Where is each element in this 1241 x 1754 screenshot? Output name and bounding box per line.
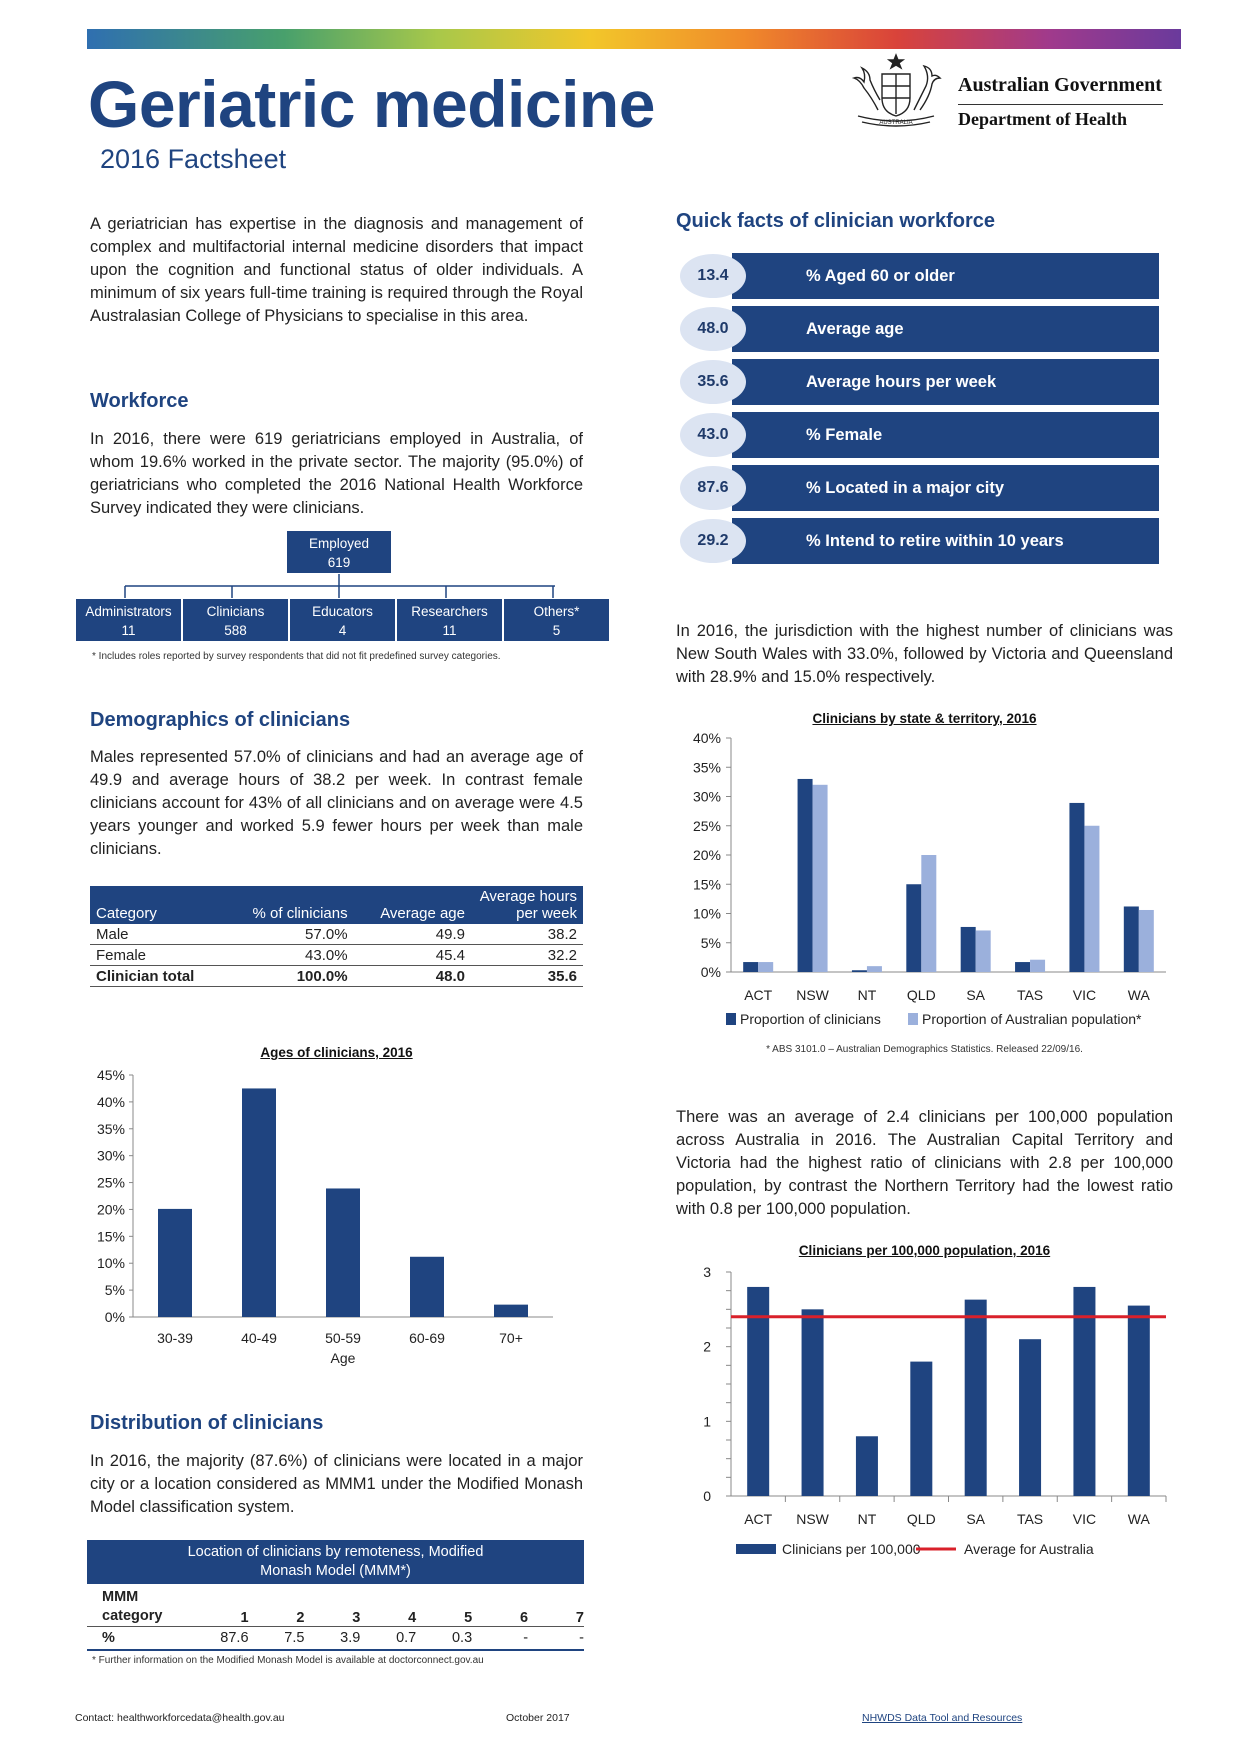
- x-tick-label: WA: [1127, 1511, 1150, 1527]
- quick-fact-value: 35.6: [680, 360, 746, 404]
- legend-label: Proportion of Australian population*: [922, 1011, 1142, 1027]
- quick-fact-value: 29.2: [680, 519, 746, 563]
- demographics-heading: Demographics of clinicians: [90, 709, 351, 731]
- crest-label: AUSTRALIA: [879, 120, 913, 126]
- y-tick-label: 2: [703, 1338, 711, 1355]
- quick-fact-value: 43.0: [680, 413, 746, 457]
- workforce-paragraph: In 2016, there were 619 geriatricians employed in Australia, of whom 19.6% worked in the private sector. The majority (95.0%) of geriatricians who completed the 2016 National Health Workforce Survey indicated they were clinicians.: [90, 430, 583, 517]
- table-cell: 38.2: [471, 924, 583, 945]
- org-root-label: Employed: [308, 536, 370, 551]
- quick-fact-label: % Intend to retire within 10 years: [732, 518, 1159, 564]
- table-cell: Clinician total: [90, 966, 224, 987]
- table-header: Category: [90, 886, 224, 924]
- legend-swatch-clinicians: [726, 1013, 736, 1025]
- quick-fact-value: 87.6: [680, 466, 746, 510]
- page-title: Geriatric medicine: [88, 67, 655, 141]
- quick-fact-item: [680, 359, 1160, 412]
- mmm-value: 7.5: [284, 1630, 305, 1646]
- bar-vic-population: [1084, 826, 1099, 972]
- bar-qld-clinicians: [906, 884, 921, 972]
- legend-label: Average for Australia: [964, 1541, 1094, 1557]
- y-tick-label: 15%: [692, 876, 721, 893]
- footer-date: October 2017: [506, 1712, 570, 1724]
- distribution-footnote: * Further information on the Modified Monash Model is available at doctorconnect.gov.au: [92, 1655, 484, 1666]
- remoteness-table: [87, 1540, 584, 1651]
- bar-act-population: [758, 962, 773, 972]
- ratio-paragraph: There was an average of 2.4 clinicians per 100,000 population across Australia in 2016. The Australian Capital Territory and Victoria had the highest ratio of clinicians with 2.8 per 100,000 population, by contrast the Northern Territory had the lowest ratio with 0.8 per 100,000 population.: [676, 1108, 1173, 1218]
- distribution-paragraph: In 2016, the majority (87.6%) of clinicians were located in a major city or a location considered as MMM1 under the Modified Monash Model classification system.: [90, 1452, 583, 1516]
- remoteness-value-row: [87, 1627, 584, 1651]
- org-label: Researchers: [411, 604, 488, 619]
- bar-age-50-59: [326, 1188, 360, 1317]
- demographics-paragraph: Males represented 57.0% of clinicians and had an average age of 49.9 and average hours of 38.2 per week. In contrast female clinicians account for 43% of all clinicians and on average were 4.5 years younger and worked 5.9 fewer hours per week than male clinicians.: [90, 748, 583, 858]
- table-cell: 100.0%: [224, 966, 354, 987]
- mmm-category: 6: [519, 1610, 529, 1626]
- ratio-chart: [676, 1262, 1176, 1572]
- quick-fact-value: 13.4: [680, 254, 746, 298]
- mmm-value: -: [579, 1630, 584, 1646]
- mmm-value: 0.7: [396, 1630, 417, 1646]
- legend-swatch-population: [908, 1013, 918, 1025]
- bar-nsw: [802, 1309, 824, 1496]
- bar-nt-clinicians: [852, 970, 867, 972]
- org-box-clinicians: [182, 598, 289, 642]
- table-header: Average hours per week: [471, 886, 583, 924]
- row-label: MMM category: [102, 1589, 163, 1624]
- table-header: Average age: [354, 886, 471, 924]
- quick-fact-item: [680, 306, 1160, 359]
- state-chart: [676, 728, 1176, 1038]
- y-tick-label: 20%: [692, 847, 721, 863]
- x-tick-label: TAS: [1016, 1511, 1044, 1527]
- org-box-others: [503, 598, 610, 642]
- quick-facts-heading: Quick facts of clinician workforce: [676, 210, 995, 232]
- table-cell: 48.0: [354, 966, 471, 987]
- y-tick-label: 15%: [96, 1228, 125, 1245]
- bar-tas-population: [1030, 960, 1045, 972]
- org-value: 5: [552, 623, 561, 638]
- mmm-category: 5: [464, 1610, 473, 1626]
- org-box-researchers: [396, 598, 503, 642]
- table-cell: 49.9: [354, 924, 471, 945]
- ages-chart: [85, 1065, 585, 1375]
- x-tick-label: 70+: [499, 1330, 523, 1346]
- mmm-category: 1: [240, 1610, 249, 1626]
- org-label: Educators: [312, 604, 373, 619]
- y-tick-label: 25%: [692, 817, 721, 834]
- y-tick-label: 40%: [692, 730, 721, 746]
- x-tick-label: 30-39: [157, 1330, 193, 1346]
- table-cell: 45.4: [354, 945, 471, 966]
- government-logo-text: [958, 74, 1163, 130]
- mmm-value: -: [523, 1630, 529, 1646]
- org-value: 11: [442, 623, 457, 638]
- x-tick-label: NSW: [796, 987, 829, 1003]
- quick-fact-label: % Aged 60 or older: [732, 253, 1159, 299]
- footer-contact: Contact: healthworkforcedata@health.gov.au: [75, 1712, 285, 1724]
- quick-fact-label: Average age: [732, 306, 1159, 352]
- ratio-chart-title: Clinicians per 100,000 population, 2016: [798, 1243, 1051, 1258]
- mmm-value: 3.9: [340, 1630, 361, 1646]
- mmm-value: 87.6: [220, 1630, 249, 1646]
- header-color-bar: [87, 29, 1181, 49]
- y-tick-label: 3: [703, 1264, 711, 1280]
- mmm-category: 3: [352, 1610, 361, 1626]
- table-cell: 32.2: [471, 945, 583, 966]
- y-tick-label: 35%: [692, 759, 721, 776]
- bar-nt-population: [867, 966, 882, 972]
- x-tick-label: NT: [857, 987, 877, 1003]
- org-label: Clinicians: [206, 604, 265, 619]
- y-tick-label: 25%: [96, 1174, 125, 1191]
- y-tick-label: 5%: [104, 1282, 125, 1299]
- demographics-table: [90, 886, 583, 987]
- x-axis-label: Age: [330, 1350, 356, 1366]
- quick-fact-label: % Female: [732, 412, 1159, 458]
- quick-facts-list: [680, 253, 1160, 571]
- quick-fact-item: [680, 465, 1160, 518]
- legend-label: Proportion of clinicians: [740, 1011, 881, 1027]
- bar-act-clinicians: [743, 962, 758, 972]
- mmm-value: 0.3: [451, 1630, 473, 1646]
- y-tick-label: 45%: [96, 1067, 125, 1083]
- y-tick-label: 20%: [96, 1201, 125, 1218]
- remoteness-table-title: Location of clinicians by remoteness, Modified Monash Model (MMM*): [87, 1540, 584, 1584]
- org-box-administrators: [75, 598, 182, 642]
- y-tick-label: 0: [703, 1488, 711, 1504]
- org-connector-lines: [75, 530, 605, 600]
- org-label: Administrators: [85, 604, 172, 619]
- org-label: Others*: [533, 604, 580, 619]
- y-tick-label: 30%: [96, 1147, 125, 1164]
- y-tick-label: 10%: [692, 905, 721, 922]
- y-tick-label: 10%: [96, 1255, 125, 1272]
- org-box-educators: [289, 598, 396, 642]
- bar-wa-population: [1139, 910, 1154, 972]
- quick-fact-label: Average hours per week: [732, 359, 1159, 405]
- bar-sa-population: [976, 930, 991, 972]
- org-value: 11: [121, 623, 136, 638]
- coat-of-arms-icon: [842, 52, 950, 136]
- page-subtitle: 2016 Factsheet: [100, 144, 287, 174]
- quick-fact-item: [680, 518, 1160, 571]
- x-tick-label: 60-69: [409, 1330, 445, 1346]
- bar-age-40-49: [242, 1088, 276, 1317]
- bar-age-70+: [494, 1305, 528, 1317]
- employment-org-chart: [75, 530, 605, 645]
- row-label: %: [102, 1630, 115, 1646]
- bar-nsw-population: [813, 785, 828, 972]
- legend-swatch-clinicians: [736, 1544, 776, 1554]
- x-tick-label: ACT: [744, 1511, 773, 1527]
- bar-qld-population: [921, 855, 936, 972]
- bar-wa: [1128, 1306, 1150, 1496]
- x-tick-label: 50-59: [325, 1330, 361, 1346]
- intro-paragraph: A geriatrician has expertise in the diagnosis and management of complex and multifactorial internal medicine disorders that impact upon the cognition and functional status of older individuals. A minimum of six years full-time training is required through the Royal Australasian College of Physicians to specialise in this area.: [90, 215, 583, 325]
- x-tick-label: VIC: [1072, 1511, 1097, 1527]
- table-header-row: [90, 886, 583, 924]
- footer-data-tool-link[interactable]: NHWDS Data Tool and Resources: [862, 1712, 1023, 1724]
- x-tick-label: ACT: [744, 987, 773, 1003]
- bar-nsw-clinicians: [798, 779, 813, 972]
- y-tick-label: 35%: [96, 1120, 125, 1137]
- x-tick-label: SA: [966, 987, 986, 1003]
- ages-chart-title: Ages of clinicians, 2016: [260, 1045, 413, 1060]
- bar-qld: [910, 1362, 932, 1496]
- bar-tas: [1019, 1339, 1041, 1496]
- state-chart-title: Clinicians by state & territory, 2016: [812, 711, 1037, 726]
- x-tick-label: 40-49: [241, 1330, 277, 1346]
- bar-tas-clinicians: [1015, 962, 1030, 972]
- bar-age-60-69: [410, 1257, 444, 1317]
- table-cell: 57.0%: [224, 924, 354, 945]
- workforce-heading: Workforce: [90, 390, 189, 412]
- quick-fact-item: [680, 253, 1160, 306]
- quick-fact-item: [680, 412, 1160, 465]
- org-value: 588: [224, 623, 247, 638]
- bar-wa-clinicians: [1124, 906, 1139, 972]
- y-tick-label: 40%: [96, 1093, 125, 1110]
- table-cell: Male: [90, 924, 224, 945]
- remoteness-category-row: [87, 1584, 584, 1627]
- state-footnote: * ABS 3101.0 – Australian Demographics Statistics. Released 22/09/16.: [766, 1044, 1083, 1055]
- bar-age-30-39: [158, 1209, 192, 1317]
- table-row: [90, 945, 583, 966]
- table-cell: 35.6: [471, 966, 583, 987]
- table-cell: Female: [90, 945, 224, 966]
- bar-nt: [856, 1436, 878, 1496]
- table-cell: 43.0%: [224, 945, 354, 966]
- x-tick-label: NT: [857, 1511, 877, 1527]
- org-root-value: 619: [327, 555, 351, 570]
- workforce-footnote: * Includes roles reported by survey respondents that did not fit predefined survey categories.: [92, 651, 501, 662]
- table-row: [90, 966, 583, 987]
- quick-fact-label: % Located in a major city: [732, 465, 1159, 511]
- mmm-category: 2: [296, 1610, 305, 1626]
- x-tick-label: VIC: [1072, 987, 1097, 1003]
- bar-sa: [965, 1300, 987, 1496]
- gov-line2: Department of Health: [958, 104, 1163, 130]
- state-paragraph: In 2016, the jurisdiction with the highest number of clinicians was New South Wales with 33.0%, followed by Victoria and Queensland with 28.9% and 15.0% respectively.: [676, 622, 1173, 686]
- x-tick-label: NSW: [796, 1511, 829, 1527]
- x-tick-label: WA: [1127, 987, 1150, 1003]
- y-tick-label: 1: [703, 1413, 711, 1430]
- y-tick-label: 0%: [700, 964, 721, 980]
- bar-sa-clinicians: [961, 927, 976, 972]
- mmm-category: 7: [575, 1610, 584, 1626]
- y-tick-label: 5%: [700, 934, 721, 951]
- legend-label: Clinicians per 100,000: [782, 1541, 921, 1557]
- table-header: % of clinicians: [224, 886, 354, 924]
- gov-line1: Australian Government: [958, 74, 1162, 96]
- x-tick-label: QLD: [906, 1511, 936, 1527]
- x-tick-label: TAS: [1016, 987, 1044, 1003]
- x-tick-label: QLD: [906, 987, 936, 1003]
- y-tick-label: 0%: [104, 1309, 125, 1325]
- x-tick-label: SA: [966, 1511, 986, 1527]
- bar-vic-clinicians: [1069, 803, 1084, 972]
- mmm-category: 4: [408, 1610, 417, 1626]
- org-value: 4: [338, 623, 347, 638]
- y-tick-label: 30%: [692, 788, 721, 805]
- table-row: [90, 924, 583, 945]
- distribution-heading: Distribution of clinicians: [90, 1412, 324, 1434]
- quick-fact-value: 48.0: [680, 307, 746, 351]
